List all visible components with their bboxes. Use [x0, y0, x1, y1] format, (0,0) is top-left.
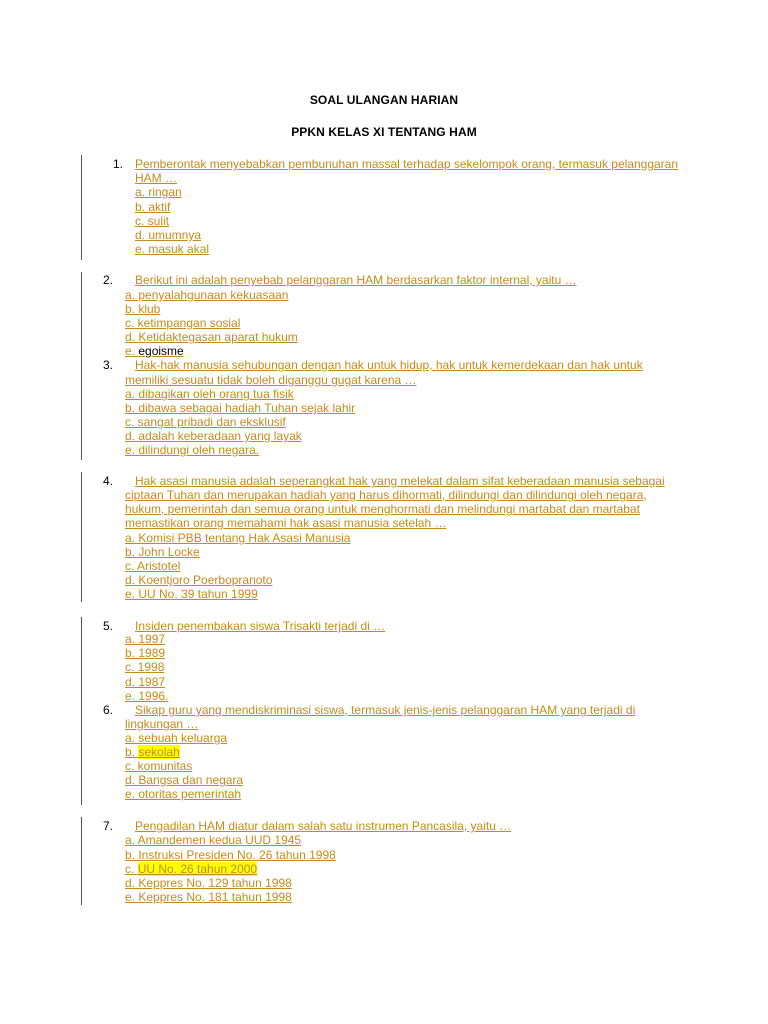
option-text-highlighted: sekolah [138, 745, 180, 759]
option-d: d. 1987 [125, 675, 166, 689]
option-d: d. Koentjoro Poerbopranoto [125, 573, 273, 587]
option-e: e. 1996. [125, 689, 169, 703]
option-a: a. ringan [135, 185, 182, 199]
option-c: c. sulit [135, 214, 170, 228]
question-stem: Berikut ini adalah penyebab pelanggaran HAM berdasarkan faktor internal, yaitu … [135, 273, 577, 287]
option-e [125, 344, 184, 358]
option-e: e. UU No. 39 tahun 1999 [125, 587, 258, 601]
question-stem: Pemberontak menyebabkan pembunuhan massal terhadap sekelompok orang, termasuk pelanggaran [135, 157, 679, 171]
option-a: a. Komisi PBB tentang Hak Asasi Manusia [125, 531, 351, 545]
option-b: b. klub [125, 302, 161, 316]
option-a: a. sebuah keluarga [125, 731, 228, 745]
question-stem: Hak-hak manusia sehubungan dengan hak untuk hidup, hak untuk kemerdekaan dan hak untuk [135, 358, 643, 372]
change-bar [81, 617, 82, 805]
option-b: b. 1989 [125, 646, 166, 660]
question-number: 6. [103, 703, 114, 717]
option-c: c. ketimpangan sosial [125, 316, 241, 330]
option-b: b. Instruksi Presiden No. 26 tahun 1998 [125, 848, 336, 862]
option-c: c. komunitas [125, 759, 193, 773]
option-e: e. otoritas pemerintah [125, 787, 242, 801]
change-bar [81, 817, 82, 905]
option-d: d. umumnya [135, 228, 202, 242]
question-number: 1. [113, 157, 124, 171]
question-stem: Hak asasi manusia adalah seperangkat hak yang melekat dalam sifat keberadaan manusia sebagai [135, 474, 665, 488]
change-bar [81, 272, 82, 460]
option-b: b. John Locke [125, 545, 200, 559]
question-number: 4. [103, 474, 114, 488]
question-stem: Insiden penembakan siswa Trisakti terjadi di … [135, 619, 386, 633]
change-bar [81, 155, 82, 260]
option-d: d. Bangsa dan negara [125, 773, 244, 787]
option-e: e. dilindungi oleh negara. [125, 443, 260, 457]
option-d: d. Keppres No. 129 tahun 1998 [125, 876, 292, 890]
question-stem: Pengadilan HAM diatur dalam salah satu instrumen Pancasila, yaitu … [135, 819, 512, 833]
document-subtitle: PPKN KELAS XI TENTANG HAM [291, 125, 477, 139]
option-b [125, 745, 180, 759]
option-text: egoisme [138, 344, 184, 358]
option-letter: c. [125, 862, 135, 876]
question-stem: ciptaan Tuhan dan merupakan hadiah yang harus dihormati, dilindungi dan dilindungi oleh negara, [125, 488, 647, 502]
question-number: 5. [103, 619, 114, 633]
question-stem: HAM … [135, 171, 177, 185]
question-number: 2. [103, 273, 114, 287]
change-bar [81, 472, 82, 602]
option-d: d. Ketidaktegasan aparat hukum [125, 330, 298, 344]
option-b: b. aktif [135, 200, 171, 214]
option-c: c. sangat pribadi dan eksklusif [125, 415, 286, 429]
option-c: c. Aristotel [125, 559, 181, 573]
question-stem: lingkungan … [125, 717, 199, 731]
option-letter: e. [125, 344, 136, 358]
option-d: d. adalah keberadaan yang layak [125, 429, 302, 443]
option-e: e. Keppres No. 181 tahun 1998 [125, 890, 292, 904]
option-a: a. 1997 [125, 632, 166, 646]
option-c: c. 1998 [125, 660, 165, 674]
option-a: a. Amandemen kedua UUD 1945 [125, 833, 302, 847]
option-a: a. penyalahgunaan kekuasaan [125, 288, 289, 302]
option-text-highlighted: UU No. 26 tahun 2000 [137, 862, 258, 876]
option-letter: b. [125, 745, 136, 759]
question-stem: memiliki sesuatu tidak boleh diganggu gugat karena … [125, 373, 417, 387]
question-stem: hukum, pemerintah dan semua orang untuk menghormati dan melindungi martabat dan martabat [125, 502, 640, 516]
question-stem: Sikap guru yang mendiskriminasi siswa, termasuk jenis-jenis pelanggaran HAM yang terjadi di [135, 703, 636, 717]
question-number: 7. [103, 819, 114, 833]
option-b: b. dibawa sebagai hadiah Tuhan sejak lahir [125, 401, 356, 415]
question-stem: memastikan orang memahami hak asasi manusia setelah … [125, 516, 447, 530]
option-c [125, 862, 257, 876]
question-number: 3. [103, 358, 114, 372]
document-title: SOAL ULANGAN HARIAN [309, 93, 459, 107]
option-a: a. dibagikan oleh orang tua fisik [125, 387, 294, 401]
option-e: e. masuk akal [135, 242, 210, 256]
